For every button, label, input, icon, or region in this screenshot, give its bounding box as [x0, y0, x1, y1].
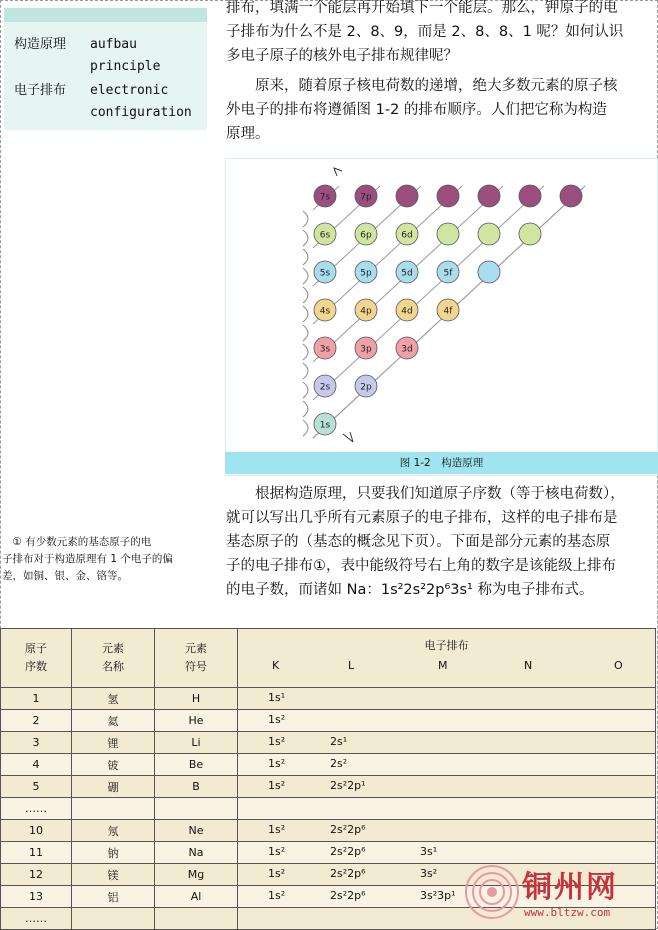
term-en: aufbau [90, 37, 137, 52]
cell-symbol: Al [155, 886, 238, 908]
orbital-circle [396, 185, 418, 207]
config-k: 1s² [268, 734, 286, 748]
paragraph-2 [226, 74, 654, 146]
text-line: 外电子的排布将遵循图 1-2 的排布顺序。人们把它称为构造 [226, 102, 607, 118]
config-k: 1s² [268, 756, 286, 770]
config-m: 3s¹ [420, 844, 438, 858]
orbital-label: 6s [319, 230, 331, 241]
cell-symbol: Li [155, 732, 238, 754]
config-k: 1s² [268, 844, 286, 858]
cell-atomic-number: 12 [1, 864, 72, 886]
cell-element-name: 氢 [72, 688, 155, 710]
text-line: 原来，随着原子核电荷数的递增，绝大多数元素的原子核 [226, 78, 618, 94]
config-k: 1s² [268, 888, 286, 902]
footnote [2, 534, 207, 585]
term-en: electronic [90, 83, 169, 98]
orbital-label: 7s [319, 192, 331, 203]
cell-element-name: 硼 [72, 776, 155, 798]
cell-atomic-number: 13 [1, 886, 72, 908]
cell-symbol: Mg [155, 864, 238, 886]
watermark-logo-icon [462, 862, 522, 922]
footnote-line: 差，如铜、银、金、铬等。 [2, 570, 128, 582]
orbital-label: 7p [360, 192, 372, 203]
orbital-label: 5f [443, 268, 453, 279]
config-l: 2s²2p⁶ [330, 844, 366, 858]
header-symbol: 元素 符号 [155, 629, 238, 688]
table-row [1, 776, 656, 798]
arrow-end-icon [343, 432, 353, 442]
orbital-circle [519, 185, 541, 207]
shell-n: N [524, 659, 533, 672]
glossary-band [4, 8, 207, 22]
footnote-line: 子排布对于构造原理有 1 个电子的偏 [2, 553, 173, 565]
config-k: 1s¹ [268, 690, 286, 704]
term-zh: 电子排布 [14, 83, 67, 98]
cell-config [238, 732, 656, 754]
table-row [1, 710, 656, 732]
glossary-box [4, 8, 207, 130]
config-k: 1s² [268, 712, 286, 726]
cell-element-name [72, 908, 155, 930]
config-m: 3s²3p¹ [420, 888, 456, 902]
orbital-label: 6p [360, 230, 372, 241]
cell-symbol: He [155, 710, 238, 732]
cell-atomic-number: 2 [1, 710, 72, 732]
config-k: 1s² [268, 778, 286, 792]
orbital-label: 5p [360, 268, 372, 279]
cell-element-name: 氖 [72, 820, 155, 842]
table-row [1, 820, 656, 842]
watermark-url: www.bltzw.com [524, 906, 611, 919]
text-line: 子的电子排布①，表中能级符号右上角的数字是该能级上排布 [226, 558, 616, 574]
table-row [1, 754, 656, 776]
orbital-circle [519, 223, 541, 245]
orbital-circle [478, 261, 500, 283]
text-line: 多电子原子的核外电子排布规律呢？ [226, 48, 458, 64]
orbital-label: 5d [401, 268, 413, 279]
cell-symbol: H [155, 688, 238, 710]
orbital-label: 5s [319, 268, 331, 279]
cell-config [238, 688, 656, 710]
orbital-label: 2p [360, 382, 372, 393]
orbital-label: 4s [319, 306, 331, 317]
cell-atomic-number: …… [1, 908, 72, 930]
paragraph-3 [226, 482, 654, 602]
cell-symbol [155, 798, 238, 820]
cell-element-name: 锂 [72, 732, 155, 754]
orbital-label: 2s [319, 382, 331, 393]
shell-o: O [614, 659, 623, 672]
shell-l: L [348, 659, 355, 672]
figure-caption: 图 1-2 构造原理 [399, 457, 484, 469]
cell-symbol: Ne [155, 820, 238, 842]
site-watermark [462, 858, 658, 928]
text-line: 就可以写出几乎所有元素原子的电子排布，这样的电子排布是 [226, 510, 618, 526]
text-line: 基态原子的（基态的概念见下页）。下面是部分元素的基态原 [226, 534, 611, 550]
config-k: 1s² [268, 866, 286, 880]
term-en-2: configuration [90, 105, 192, 120]
orbital-label: 3p [360, 344, 372, 355]
orbital-circle [437, 185, 459, 207]
header-element-name: 元素 名称 [72, 629, 155, 688]
paragraph-1 [226, 0, 654, 68]
table-row [1, 732, 656, 754]
term-zh: 构造原理 [14, 37, 67, 52]
orbital-label: 4p [360, 306, 372, 317]
zigzag-path [303, 211, 308, 436]
cell-element-name: 钠 [72, 842, 155, 864]
config-m: 3s² [420, 866, 438, 880]
text-line: 原理。 [226, 126, 270, 142]
config-l: 2s²2p⁶ [330, 822, 366, 836]
text-line: 的电子数，而诸如 Na：1s²2s²2p⁶3s¹ 称为电子排布式。 [226, 582, 594, 598]
aufbau-figure [225, 158, 658, 476]
cell-atomic-number: 4 [1, 754, 72, 776]
aufbau-diagram [226, 159, 657, 459]
config-l: 2s²2p⁶ [330, 888, 366, 902]
cell-config [238, 820, 656, 842]
table-row [1, 798, 656, 820]
header-atomic-number: 原子 序数 [1, 629, 72, 688]
shell-m: M [438, 659, 448, 672]
figure-caption-bar [225, 452, 658, 474]
term-en-2: principle [90, 59, 161, 74]
cell-config [238, 798, 656, 820]
cell-config [238, 754, 656, 776]
cell-config [238, 710, 656, 732]
orbital-label: 4d [401, 306, 413, 317]
cell-symbol: Na [155, 842, 238, 864]
orbital-label: 3d [401, 344, 413, 355]
cell-atomic-number: 3 [1, 732, 72, 754]
header-config-title: 电子排布 [424, 639, 469, 652]
cell-element-name: 铝 [72, 886, 155, 908]
config-l: 2s²2p¹ [330, 778, 366, 792]
cell-element-name: 镁 [72, 864, 155, 886]
orbital-label: 1s [319, 420, 331, 431]
config-l: 2s¹ [330, 734, 348, 748]
cell-config [238, 776, 656, 798]
cell-atomic-number: 11 [1, 842, 72, 864]
cell-atomic-number: 1 [1, 688, 72, 710]
table-header-row [1, 629, 656, 688]
arrow-start-icon [334, 168, 342, 176]
text-line: 子排布为什么不是 2、8、9，而是 2、8、8、1 呢？如何认识 [226, 24, 624, 40]
cell-element-name [72, 798, 155, 820]
shell-k: K [272, 659, 280, 672]
orbital-circle [478, 185, 500, 207]
config-k: 1s² [268, 822, 286, 836]
text-line: 排布，填满一个能层再开始填下一个能层。那么，钾原子的电 [226, 0, 618, 16]
orbital-circle [478, 223, 500, 245]
orbital-label: 4f [443, 306, 453, 317]
orbital-circle [560, 185, 582, 207]
watermark-name: 铜州网 [522, 870, 618, 905]
orbital-label: 3s [319, 344, 331, 355]
cell-symbol [155, 908, 238, 930]
orbital-label: 6d [401, 230, 413, 241]
text-line: 根据构造原理，只要我们知道原子序数（等于核电荷数）， [226, 486, 625, 502]
cell-atomic-number: 10 [1, 820, 72, 842]
cell-symbol: Be [155, 754, 238, 776]
table-row [1, 688, 656, 710]
cell-symbol: B [155, 776, 238, 798]
cell-atomic-number: 5 [1, 776, 72, 798]
footnote-line: ① 有少数元素的基态原子的电 [2, 536, 152, 548]
cell-element-name: 铍 [72, 754, 155, 776]
cell-element-name: 氦 [72, 710, 155, 732]
orbital-circle [437, 223, 459, 245]
config-l: 2s²2p⁶ [330, 866, 366, 880]
cell-atomic-number: …… [1, 798, 72, 820]
config-l: 2s² [330, 756, 348, 770]
header-config [238, 629, 656, 688]
